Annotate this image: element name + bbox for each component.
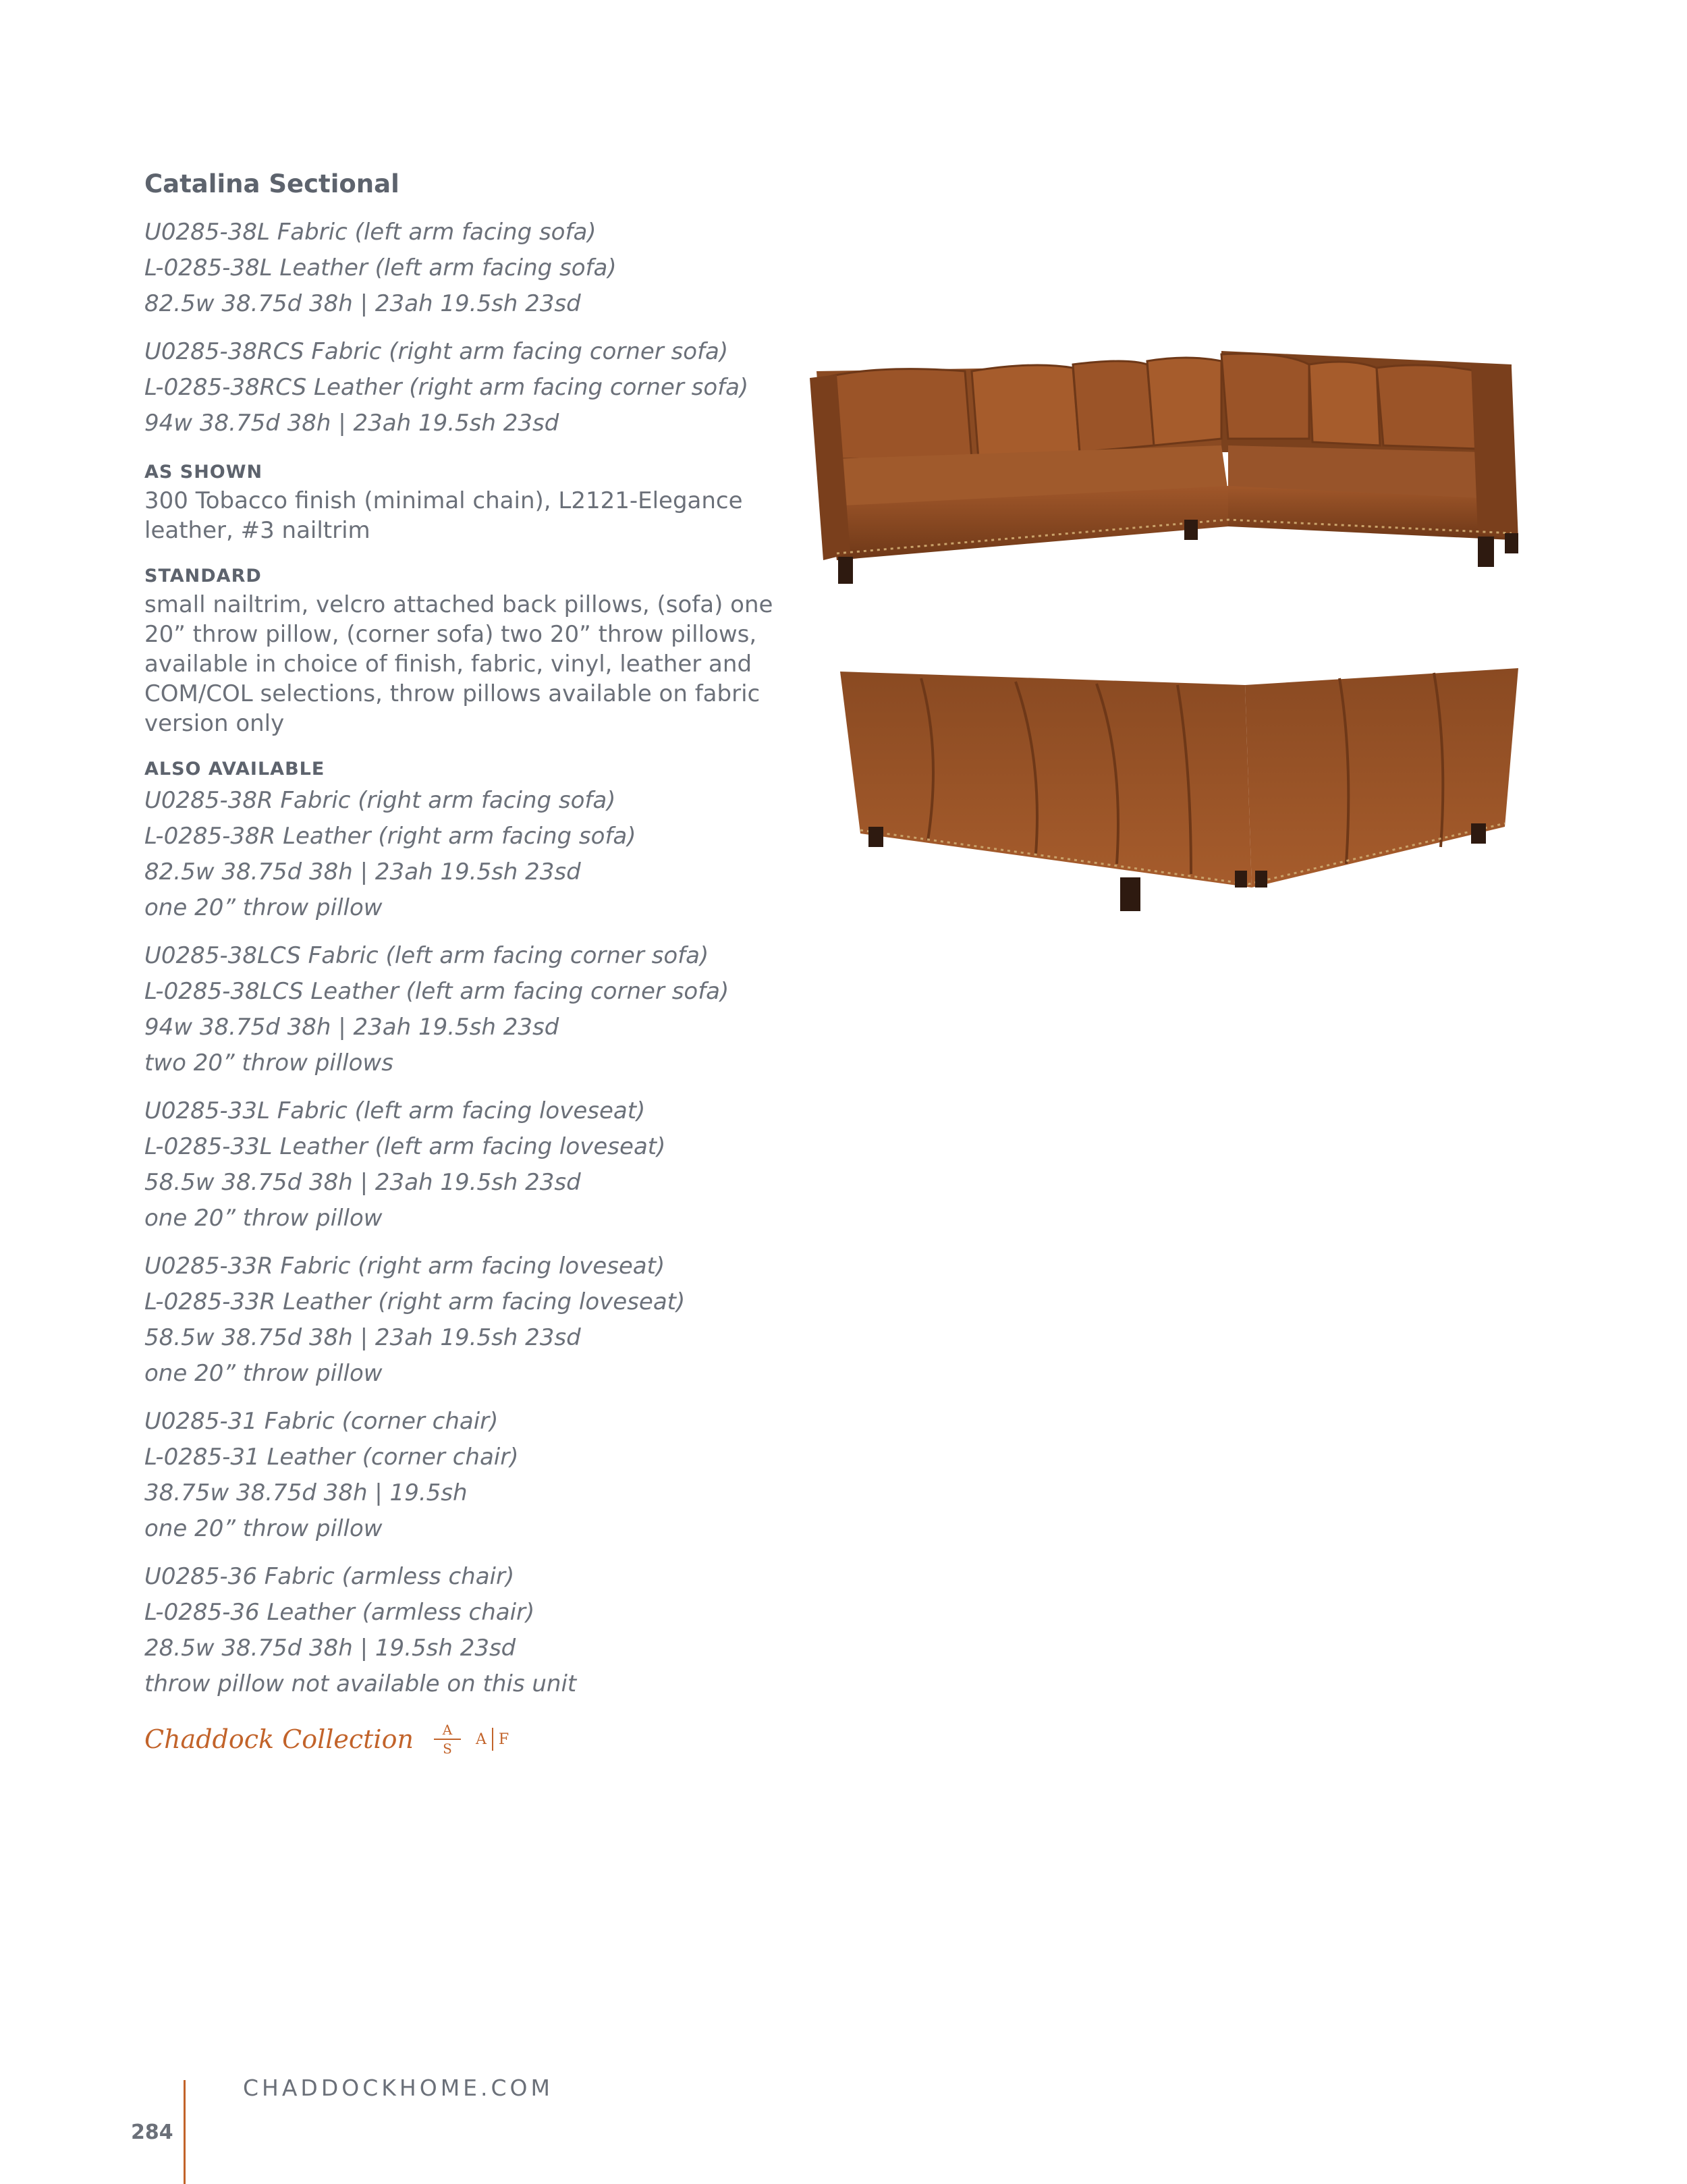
spec-line: one 20” throw pillow [144, 894, 383, 921]
spec-line: one 20” throw pillow [144, 1515, 383, 1542]
spec-group [144, 1093, 806, 1236]
brand-monogram [434, 1722, 509, 1756]
spec-line: 58.5w 38.75d 38h | 23ah 19.5sh 23sd [144, 1169, 581, 1196]
spec-line: U0285-38LCS Fabric (left arm facing corner sofa) [144, 942, 709, 969]
footer-website: CHADDOCKHOME.COM [243, 2075, 553, 2101]
page-number: 284 [131, 2121, 173, 2144]
monogram-divider [434, 1739, 461, 1740]
spec-line: 94w 38.75d 38h | 23ah 19.5sh 23sd [144, 410, 559, 437]
spec-line: L-0285-31 Leather (corner chair) [144, 1444, 519, 1471]
spec-line: 82.5w 38.75d 38h | 23ah 19.5sh 23sd [144, 858, 581, 885]
monogram-fraction [434, 1722, 461, 1756]
spec-line: 94w 38.75d 38h | 23ah 19.5sh 23sd [144, 1014, 559, 1041]
spec-group [144, 1404, 806, 1547]
spec-group [144, 1249, 806, 1392]
sectional-front-photo [810, 337, 1532, 607]
spec-line: 82.5w 38.75d 38h | 23ah 19.5sh 23sd [144, 290, 581, 317]
spec-line: one 20” throw pillow [144, 1360, 383, 1387]
standard-text: small nailtrim, velcro attached back pillows, (sofa) one 20” throw pillow, (corner sofa) two 20” throw pillows, available in choice of finish, fabric, vinyl, leather and COM/COL selections, throw pillows available on fabric version only [144, 591, 773, 737]
spec-line: U0285-38RCS Fabric (right arm facing corner sofa) [144, 338, 729, 365]
brand-name: Chaddock Collection [144, 1724, 414, 1754]
product-title: Catalina Sectional [144, 169, 399, 198]
spec-line: L-0285-36 Leather (armless chair) [144, 1599, 535, 1626]
standard-label: STANDARD [144, 566, 262, 586]
spec-line: U0285-33R Fabric (right arm facing loveseat) [144, 1253, 665, 1280]
spec-group [144, 938, 806, 1081]
spec-line: L-0285-33L Leather (left arm facing loveseat) [144, 1133, 666, 1160]
spec-line: two 20” throw pillows [144, 1049, 393, 1076]
spec-line: 28.5w 38.75d 38h | 19.5sh 23sd [144, 1635, 516, 1662]
as-shown-text: 300 Tobacco finish (minimal chain), L2121-Elegance leather, #3 nailtrim [144, 487, 743, 544]
spec-line: L-0285-38RCS Leather (right arm facing corner sofa) [144, 374, 749, 401]
spec-line: L-0285-33R Leather (right arm facing loveseat) [144, 1288, 686, 1315]
spec-group-sofa [144, 215, 806, 322]
monogram-vertical-divider [492, 1728, 493, 1751]
spec-line: 38.75w 38.75d 38h | 19.5sh [144, 1479, 468, 1506]
footer-rule [184, 2080, 186, 2184]
spec-line: U0285-36 Fabric (armless chair) [144, 1563, 515, 1590]
spec-line: L-0285-38R Leather (right arm facing sofa) [144, 823, 636, 850]
monogram-left: A [475, 1730, 487, 1748]
spec-group [144, 1559, 806, 1702]
spec-group [144, 783, 806, 926]
spec-line: L-0285-38L Leather (left arm facing sofa) [144, 254, 617, 281]
spec-line: U0285-38L Fabric (left arm facing sofa) [144, 219, 597, 246]
product-info [144, 169, 806, 1714]
monogram-bottom: S [443, 1741, 452, 1757]
monogram-af [476, 1728, 509, 1751]
spec-line: U0285-31 Fabric (corner chair) [144, 1408, 499, 1435]
monogram-top: A [442, 1722, 453, 1738]
spec-line: U0285-33L Fabric (left arm facing loveseat) [144, 1097, 646, 1124]
sectional-back-photo [840, 665, 1528, 928]
spec-line: U0285-38R Fabric (right arm facing sofa) [144, 787, 616, 814]
monogram-right: F [498, 1730, 509, 1748]
spec-line: one 20” throw pillow [144, 1205, 383, 1232]
spec-group-corner-sofa [144, 334, 806, 441]
brand-mark [144, 1722, 509, 1756]
spec-line: 58.5w 38.75d 38h | 23ah 19.5sh 23sd [144, 1324, 581, 1351]
spec-line: throw pillow not available on this unit [144, 1670, 577, 1697]
as-shown-label: AS SHOWN [144, 462, 263, 483]
spec-line: L-0285-38LCS Leather (left arm facing corner sofa) [144, 978, 729, 1005]
also-available-label: ALSO AVAILABLE [144, 759, 325, 780]
